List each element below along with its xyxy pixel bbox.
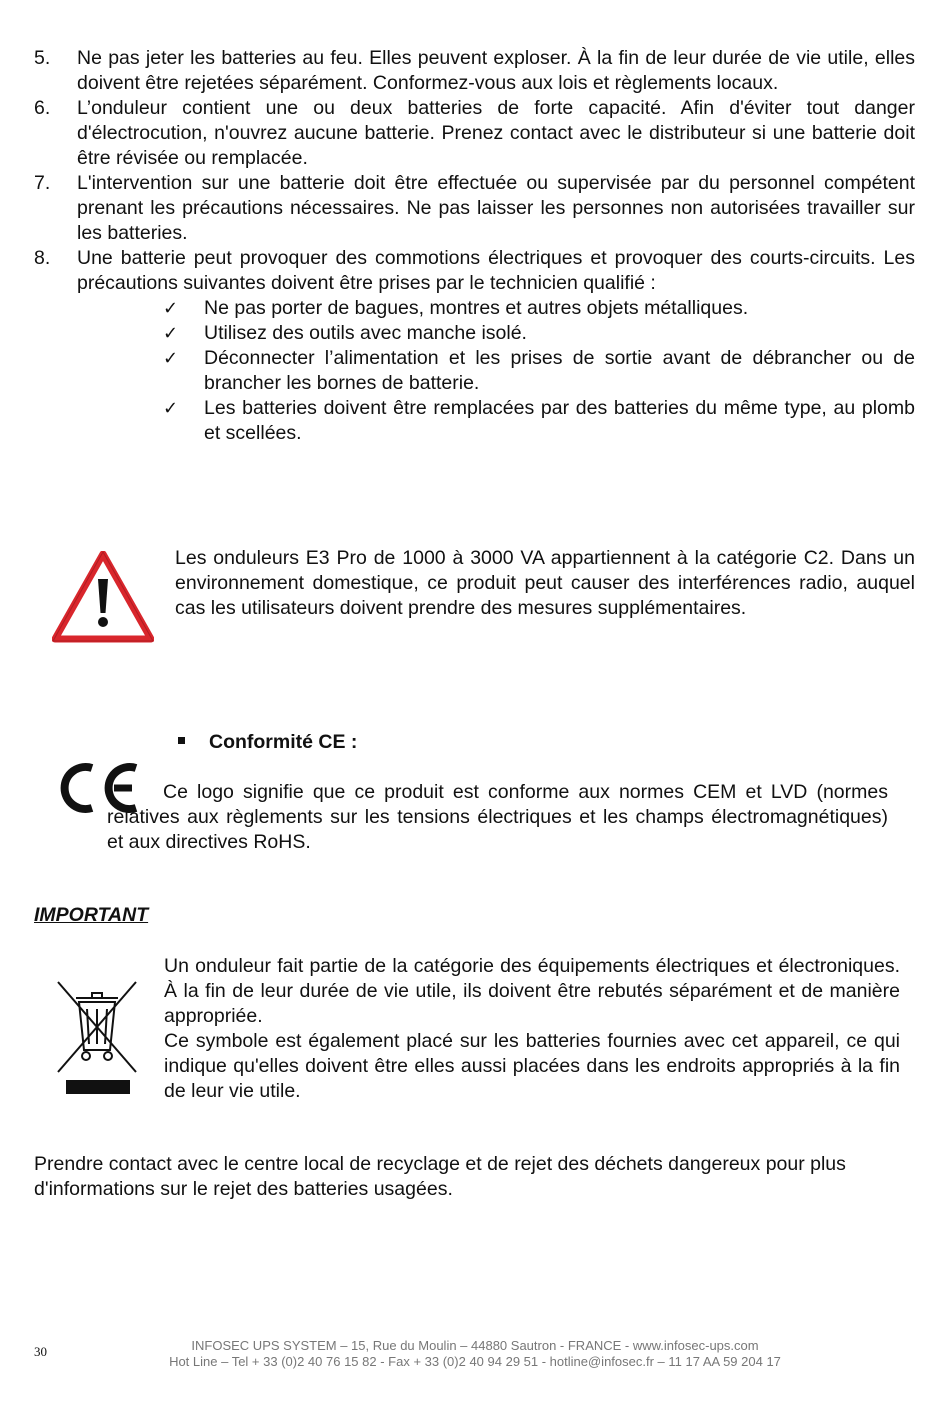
checklist-item xyxy=(0,321,950,346)
item-number: 7. xyxy=(34,172,51,194)
list-item xyxy=(0,46,950,96)
checklist-item xyxy=(0,346,950,396)
warning-text: Les onduleurs E3 Pro de 1000 à 3000 VA appartiennent à la catégorie C2. Dans un environnement domestique, ce produit peut causer des interférences radio, auquel cas les utilisateurs doivent prendre des mesures supplémentaires. xyxy=(175,547,915,619)
item-number: 5. xyxy=(34,47,51,69)
list-item xyxy=(0,246,950,296)
checkmark-icon: ✓ xyxy=(163,398,179,418)
ce-heading xyxy=(178,730,357,755)
checkmark-icon: ✓ xyxy=(163,298,179,318)
item-number: 8. xyxy=(34,247,51,269)
page-footer xyxy=(0,1338,950,1370)
checkmark-icon: ✓ xyxy=(163,323,179,343)
list-item xyxy=(0,96,950,171)
ce-description: Ce logo signifie que ce produit est conforme aux normes CEM et LVD (normes relatives aux règlements sur les tensions électriques et les champs électromagnétiques) et aux directives RoHS. xyxy=(107,781,888,853)
crossed-bin-icon xyxy=(56,976,138,1096)
footer-address: INFOSEC UPS SYSTEM – 15, Rue du Moulin – 44880 Sautron - FRANCE - www.infosec-ups.com xyxy=(191,1338,759,1353)
item-text: L'intervention sur une batterie doit être effectuée ou supervisée par du personnel compétent prenant les précautions nécessaires. Ne pas laisser les personnes non autorisées travailler sur les batteries. xyxy=(77,172,915,244)
checkmark-icon: ✓ xyxy=(163,348,179,368)
page-number: 30 xyxy=(34,1344,47,1359)
important-paragraph: Ce symbole est également placé sur les batteries fournies avec cet appareil, ce qui indique qu'elles doivent être elles aussi placées dans les endroits appropriés à la fin de leur vie utile. xyxy=(164,1030,900,1102)
warning-triangle-icon xyxy=(52,551,154,643)
checklist-text: Ne pas porter de bagues, montres et autres objets métalliques. xyxy=(204,297,749,319)
item-text: L’onduleur contient une ou deux batteries de forte capacité. Afin d'éviter tout danger d'électrocution, n'ouvrez aucune batterie. Prenez contact avec le distributeur si une batterie doit être révisée ou remplacée. xyxy=(77,97,915,169)
footer-contact: Hot Line – Tel + 33 (0)2 40 76 15 82 - Fax + 33 (0)2 40 94 29 51 - hotline@infosec.fr – 11 17 AA 59 204 17 xyxy=(169,1354,781,1369)
ce-heading-label: Conformité CE : xyxy=(209,731,358,753)
item-number: 6. xyxy=(34,97,51,119)
numbered-list xyxy=(0,46,950,446)
precautions-checklist xyxy=(0,296,950,446)
item-text: Une batterie peut provoquer des commotions électriques et provoquer des courts-circuits. Les précautions suivantes doivent être prises par le technicien qualifié : xyxy=(77,247,915,294)
item-text: Ne pas jeter les batteries au feu. Elles peuvent exploser. À la fin de leur durée de vie utile, elles doivent être rejetées séparément. Conformez-vous aux lois et règlements locaux. xyxy=(77,47,915,94)
checklist-item xyxy=(0,396,950,446)
checklist-text: Les batteries doivent être remplacées par des batteries du même type, au plomb et scellées. xyxy=(204,397,915,444)
checklist-text: Utilisez des outils avec manche isolé. xyxy=(204,322,527,344)
checklist-text: Déconnecter l’alimentation et les prises de sortie avant de débrancher ou de brancher les bornes de batterie. xyxy=(204,347,915,394)
recycling-paragraph: Prendre contact avec le centre local de recyclage et de rejet des déchets dangereux pour plus d'informations sur le rejet des batteries usagées. xyxy=(34,1153,846,1200)
important-text xyxy=(164,954,900,1104)
important-title: IMPORTANT xyxy=(34,904,149,926)
important-paragraph: Un onduleur fait partie de la catégorie des équipements électriques et électroniques. À la fin de leur durée de vie utile, ils doivent être rebutés séparément et de manière appropriée. xyxy=(164,955,900,1027)
list-item xyxy=(0,171,950,246)
checklist-item xyxy=(0,296,950,321)
bullet-icon xyxy=(178,737,185,744)
